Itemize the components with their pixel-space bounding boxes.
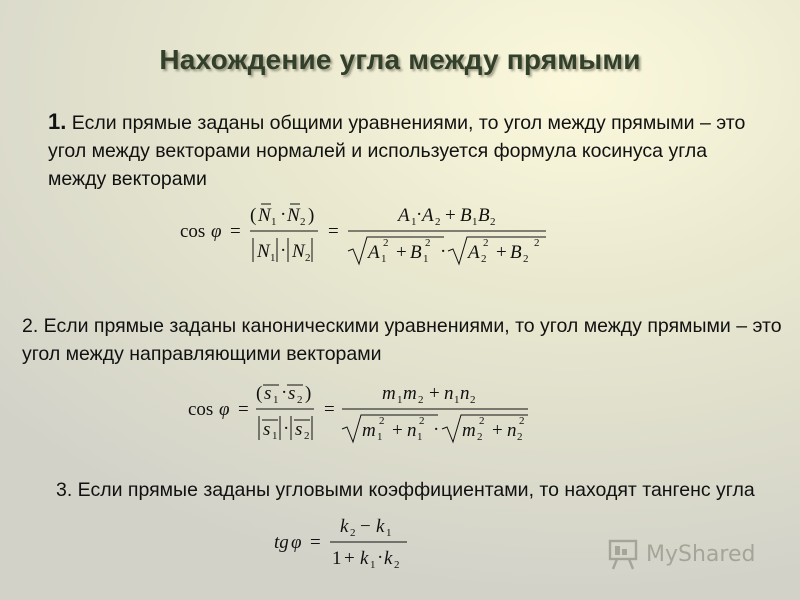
svg-text:m: m — [382, 383, 396, 404]
svg-text:1: 1 — [423, 253, 429, 265]
svg-text:φ: φ — [219, 399, 230, 420]
svg-text:2: 2 — [394, 559, 400, 571]
projector-board-icon — [606, 537, 640, 571]
svg-text:2: 2 — [305, 252, 311, 264]
svg-text:=: = — [230, 221, 241, 242]
svg-text:φ: φ — [211, 221, 222, 242]
svg-text:tg: tg — [274, 532, 289, 553]
svg-text:1: 1 — [411, 216, 417, 228]
svg-text:2: 2 — [481, 253, 487, 265]
svg-text:1: 1 — [454, 394, 460, 406]
slide-title: Нахождение угла между прямыми — [159, 44, 641, 75]
svg-text:k: k — [360, 548, 369, 569]
svg-text:A: A — [422, 205, 434, 226]
svg-text:·: · — [433, 419, 440, 440]
watermark-text: MyShared — [646, 541, 756, 567]
svg-text:1: 1 — [377, 431, 383, 443]
svg-text:2: 2 — [470, 394, 476, 406]
svg-text:s: s — [295, 419, 303, 440]
watermark-logo — [606, 534, 755, 574]
svg-text:·: · — [440, 241, 447, 262]
svg-text:2: 2 — [419, 415, 425, 427]
formula-3 — [272, 512, 422, 578]
svg-text:A: A — [398, 205, 410, 226]
svg-text:1: 1 — [273, 394, 279, 406]
svg-text:n: n — [444, 383, 454, 404]
section-3-text: 3. Если прямые заданы угловыми коэффициентами, то находят тангенс угла — [56, 479, 755, 501]
svg-text:1: 1 — [397, 394, 403, 406]
section-2-text: 2. Если прямые заданы каноническими уравнениями, то угол между прямыми – это угол между направляющими векторами — [22, 315, 782, 365]
svg-text:s: s — [264, 383, 272, 404]
svg-text:m: m — [403, 383, 417, 404]
svg-text:·: · — [280, 204, 287, 225]
svg-text:k: k — [384, 548, 393, 569]
svg-text:(: ( — [256, 383, 263, 404]
svg-text:m: m — [462, 420, 476, 441]
formula-2 — [186, 374, 536, 450]
svg-text:B: B — [460, 205, 472, 226]
svg-text:2: 2 — [304, 430, 310, 442]
svg-text:·: · — [377, 547, 384, 568]
svg-text:1: 1 — [270, 252, 276, 264]
section-1-number: 1. — [48, 109, 67, 134]
svg-text:−: − — [360, 516, 371, 537]
svg-text:+: + — [496, 242, 507, 263]
svg-text:=: = — [324, 399, 335, 420]
svg-text:A: A — [468, 242, 480, 263]
svg-text:2: 2 — [425, 237, 431, 249]
svg-text:): ) — [308, 205, 315, 226]
svg-text:·: · — [280, 240, 287, 261]
svg-text:1: 1 — [271, 216, 277, 228]
svg-text:2: 2 — [534, 237, 540, 249]
svg-text:B: B — [410, 242, 422, 263]
svg-text:s: s — [263, 419, 271, 440]
svg-text:+: + — [492, 420, 503, 441]
section-1-body: Если прямые заданы общими уравнениями, то угол между прямыми – это угол между векторами нормалей и используется формула косинуса угла между векторами — [48, 112, 746, 190]
svg-text:(: ( — [250, 205, 257, 226]
svg-text:B: B — [510, 242, 522, 263]
svg-text:+: + — [396, 242, 407, 263]
svg-text:N: N — [292, 241, 305, 262]
svg-text:2: 2 — [483, 237, 489, 249]
svg-text:+: + — [344, 548, 355, 569]
svg-text:2: 2 — [479, 415, 485, 427]
svg-text:m: m — [362, 420, 376, 441]
svg-text:2: 2 — [300, 216, 306, 228]
svg-text:n: n — [460, 383, 470, 404]
svg-text:·: · — [281, 382, 288, 403]
svg-text:n: n — [407, 420, 417, 441]
svg-text:=: = — [310, 532, 321, 553]
svg-text:φ: φ — [291, 532, 302, 553]
svg-text:cos: cos — [188, 399, 214, 420]
svg-text:): ) — [305, 383, 312, 404]
svg-text:n: n — [507, 420, 517, 441]
svg-text:+: + — [429, 383, 440, 404]
svg-text:·: · — [416, 204, 423, 225]
svg-text:·: · — [283, 418, 290, 439]
svg-text:=: = — [328, 221, 339, 242]
svg-text:1: 1 — [332, 548, 342, 569]
svg-text:+: + — [445, 205, 456, 226]
svg-text:cos: cos — [180, 221, 206, 242]
svg-text:B: B — [478, 205, 490, 226]
svg-text:N: N — [287, 205, 300, 226]
svg-text:2: 2 — [383, 237, 389, 249]
formula-1 — [178, 196, 558, 270]
svg-text:1: 1 — [472, 216, 478, 228]
svg-text:1: 1 — [381, 253, 387, 265]
svg-text:2: 2 — [477, 431, 483, 443]
svg-text:s: s — [288, 383, 296, 404]
svg-text:2: 2 — [490, 216, 496, 228]
svg-text:2: 2 — [519, 415, 525, 427]
svg-text:2: 2 — [379, 415, 385, 427]
svg-text:N: N — [257, 241, 270, 262]
svg-text:1: 1 — [386, 527, 392, 539]
svg-text:2: 2 — [435, 216, 441, 228]
section-1-text — [48, 108, 768, 193]
svg-text:1: 1 — [370, 559, 376, 571]
svg-text:N: N — [258, 205, 271, 226]
svg-text:2: 2 — [297, 394, 303, 406]
svg-text:=: = — [238, 399, 249, 420]
svg-text:k: k — [340, 516, 349, 537]
svg-text:1: 1 — [417, 431, 423, 443]
svg-text:k: k — [376, 516, 385, 537]
svg-text:2: 2 — [517, 431, 523, 443]
svg-text:2: 2 — [418, 394, 424, 406]
svg-text:2: 2 — [523, 253, 529, 265]
svg-text:+: + — [392, 420, 403, 441]
svg-text:1: 1 — [272, 430, 278, 442]
svg-text:A: A — [368, 242, 380, 263]
svg-text:2: 2 — [350, 527, 356, 539]
